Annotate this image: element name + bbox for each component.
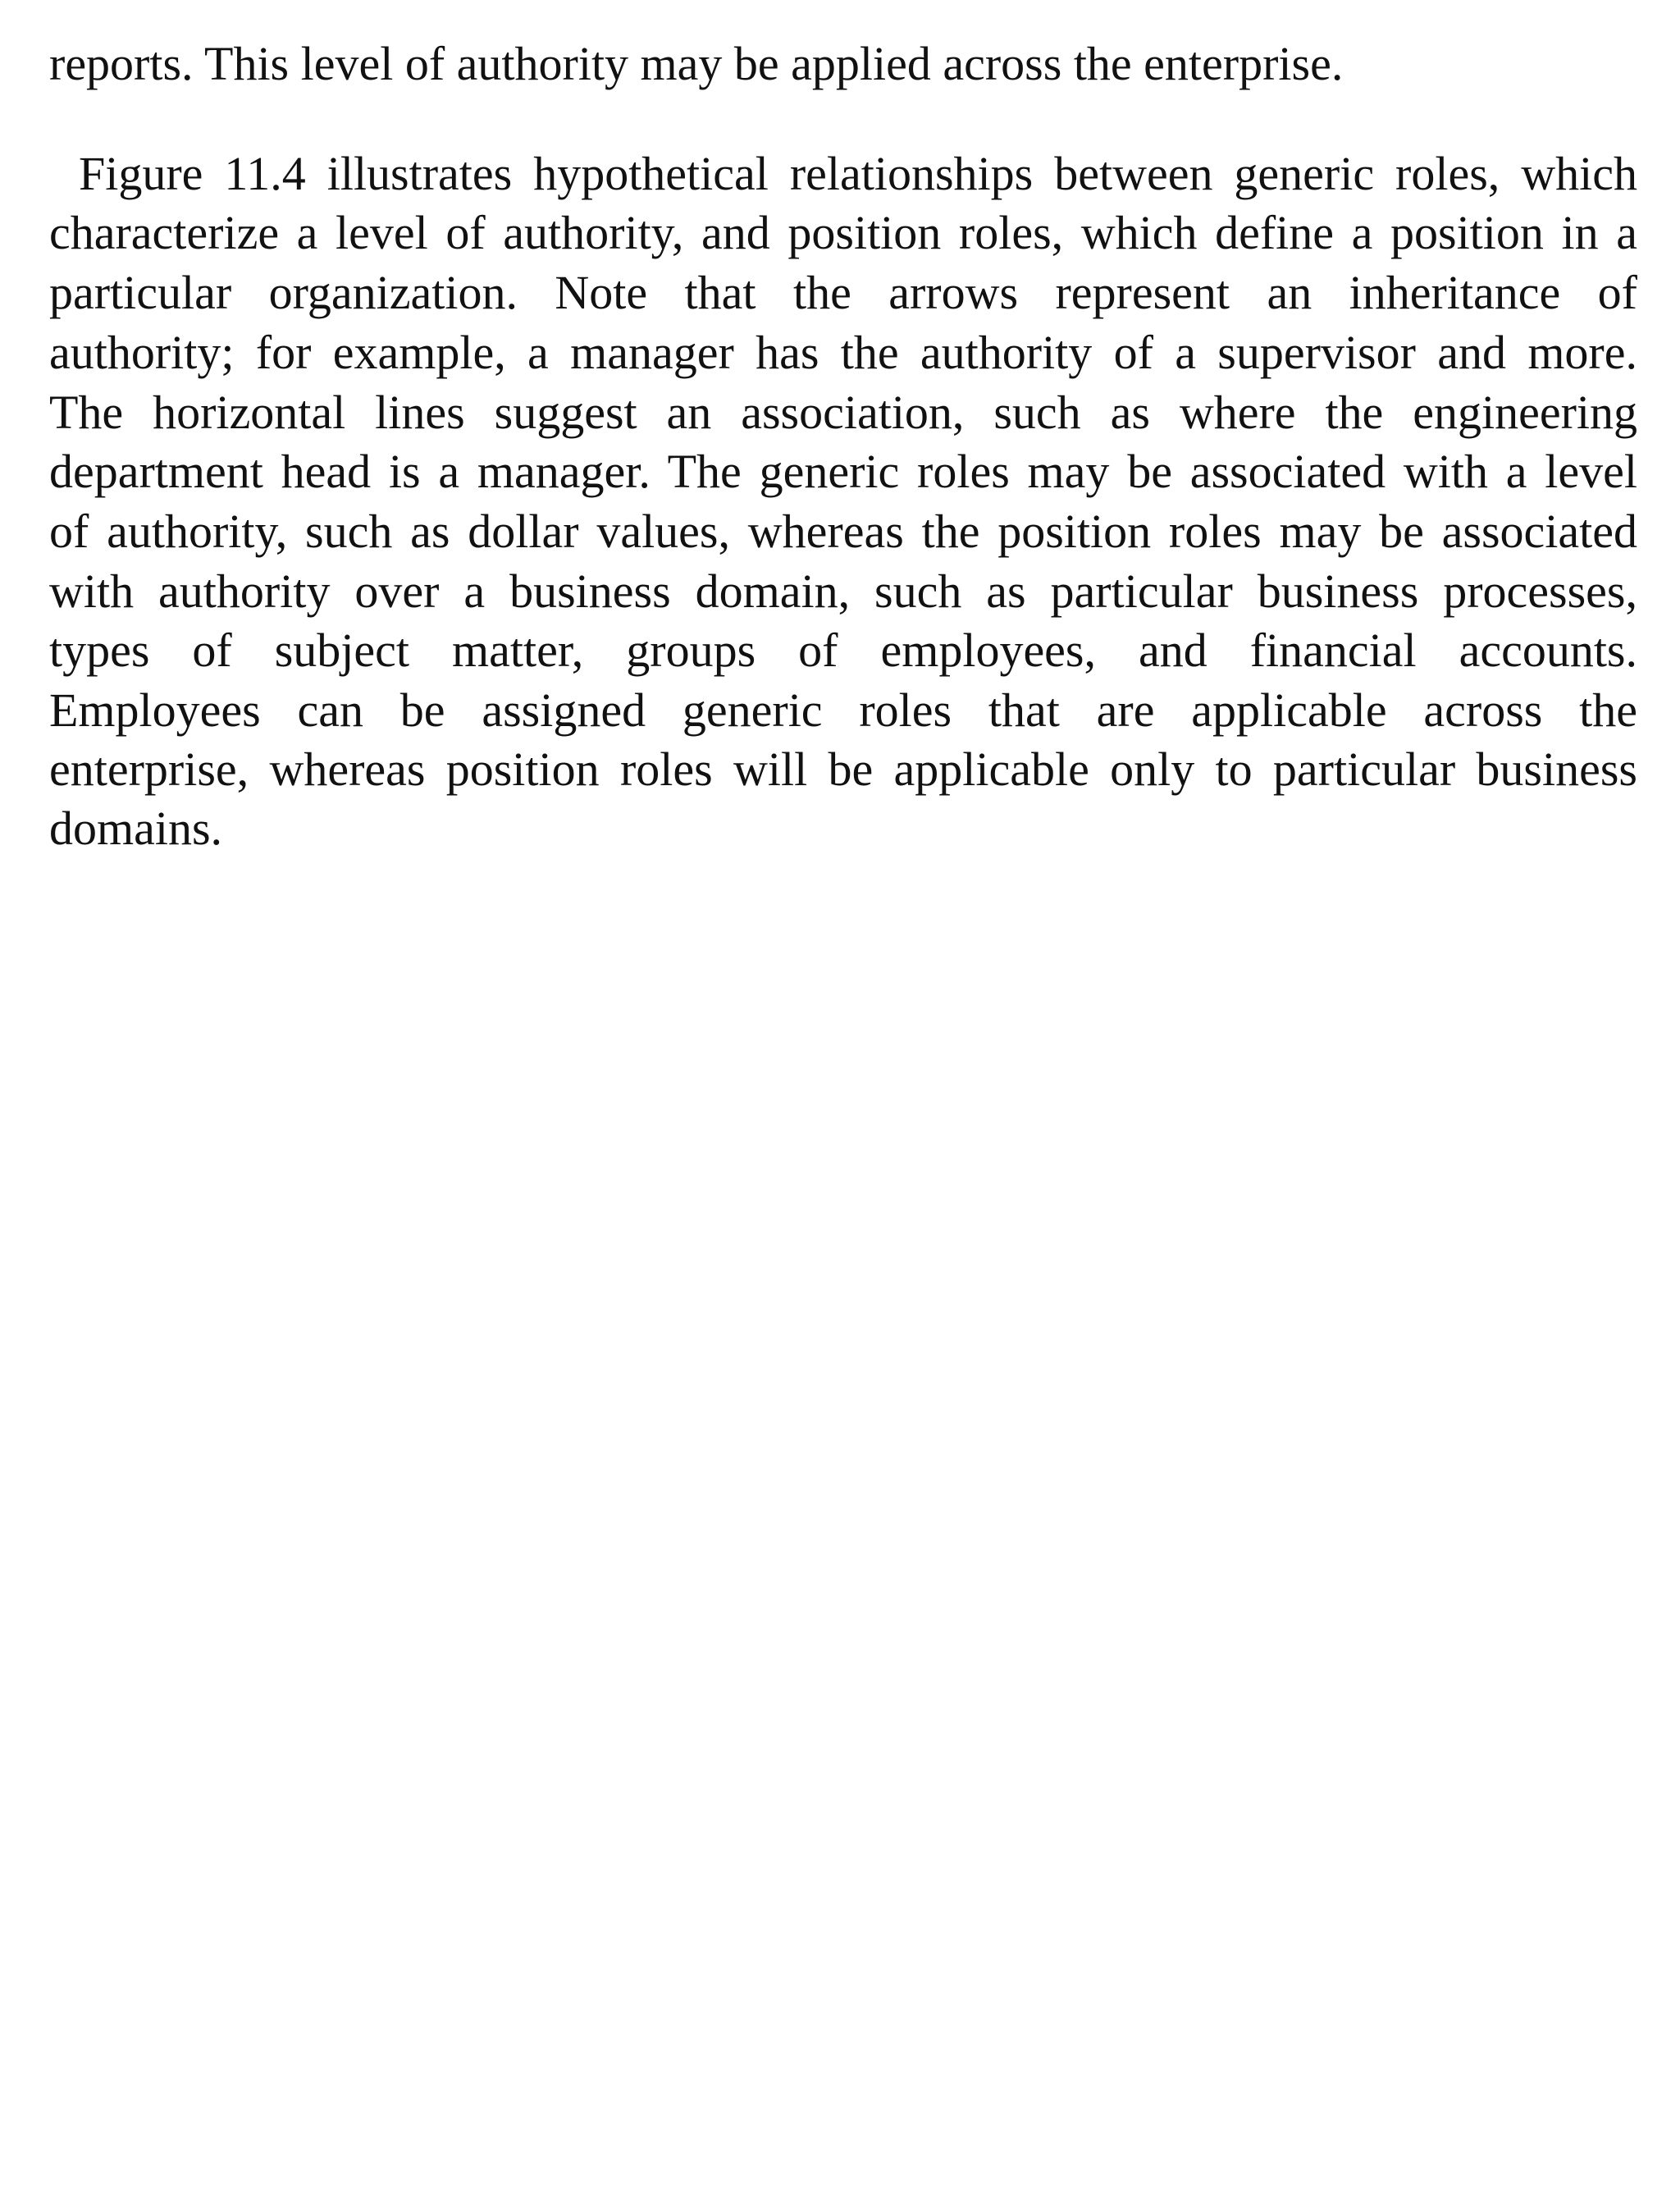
text-line-6: The horizontal lines suggest an association, such as where the engineering — [49, 386, 1637, 439]
text-line-2: Figure 11.4 illustrates hypothetical relationships between generic roles, which — [79, 147, 1637, 200]
text-line-7: department head is a manager. The generic roles may be associated with a level — [49, 445, 1637, 498]
text-line-13: domains. — [49, 802, 223, 855]
text-line-11: Employees can be assigned generic roles that are applicable across the — [49, 683, 1637, 737]
text-line-5: authority; for example, a manager has the authority of a supervisor and more. — [49, 326, 1637, 379]
text-line-1: reports. This level of authority may be applied across the enterprise. — [49, 37, 1344, 90]
text-line-10: types of subject matter, groups of employees, and financial accounts. — [49, 624, 1637, 677]
text-line-8: of authority, such as dollar values, whereas the position roles may be associated — [49, 505, 1637, 558]
text-line-3: characterize a level of authority, and position roles, which define a position in a — [49, 206, 1637, 259]
text-line-4: particular organization. Note that the arrows represent an inheritance of — [49, 266, 1637, 319]
text-line-9: with authority over a business domain, such as particular business processes, — [49, 564, 1637, 618]
text-line-12: enterprise, whereas position roles will be applicable only to particular business — [49, 743, 1637, 796]
